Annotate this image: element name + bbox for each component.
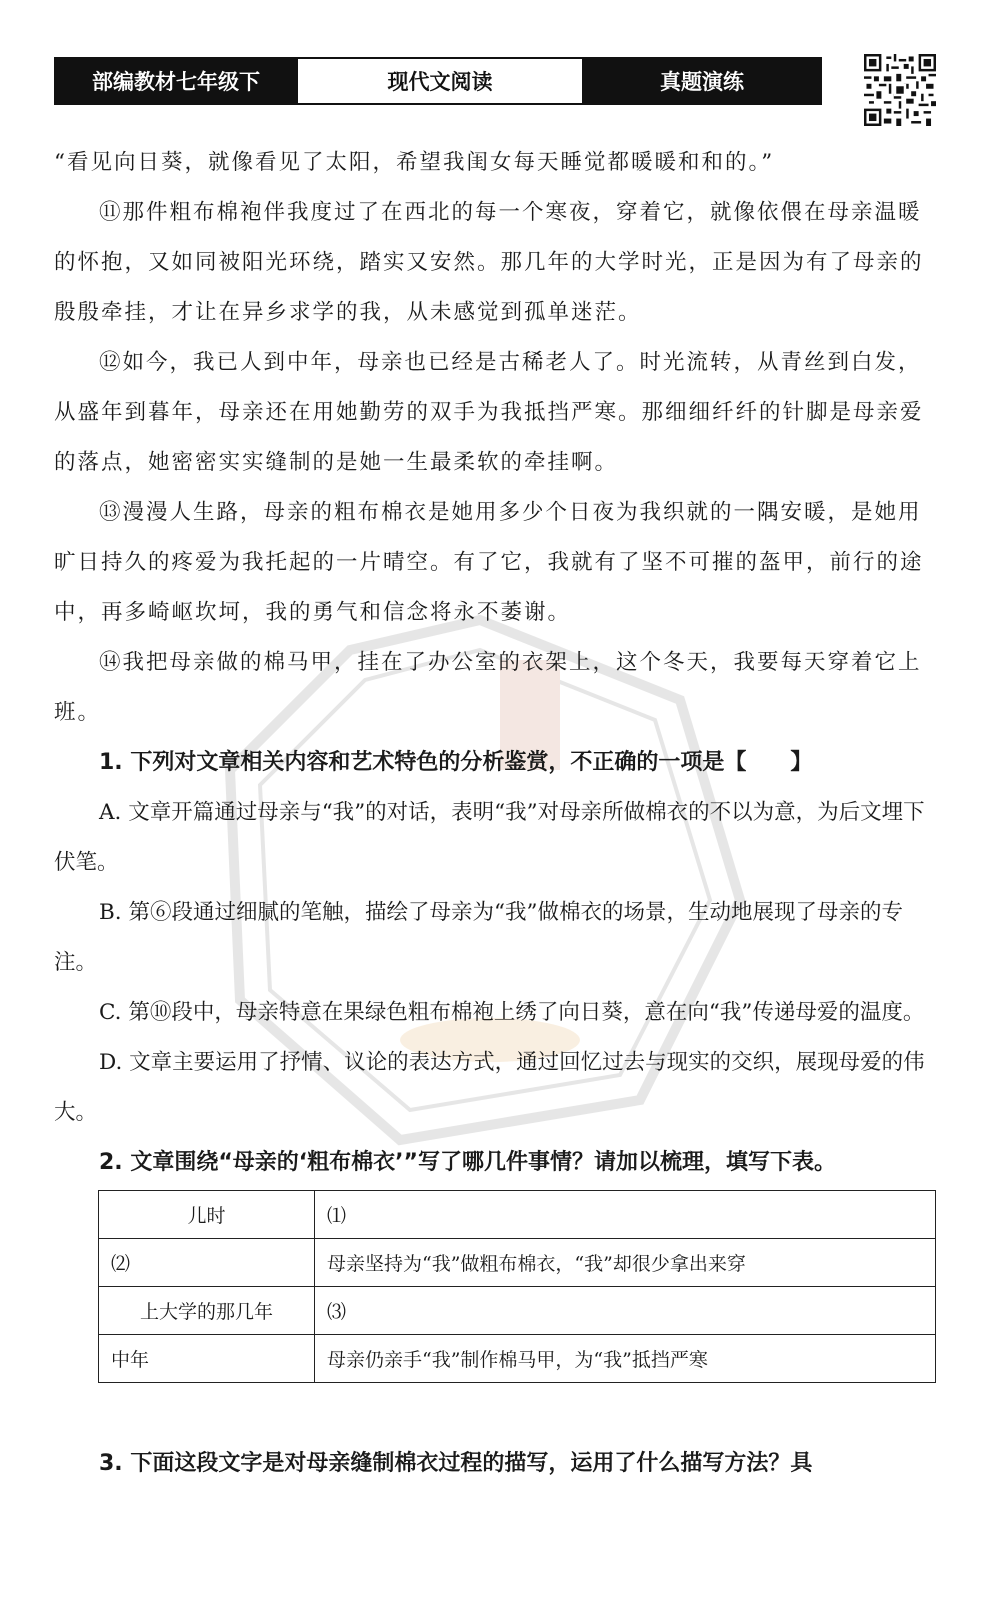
- paragraph-12: ⑫如今，我已人到中年，母亲也已经是古稀老人了。时光流转，从青丝到白发，从盛年到暮年，母亲还在用她勤劳的双手为我抵挡严寒。那细细纤纤的针脚是母亲爱的落点，她密密实实缝制的是她一生最柔软的牵挂啊。: [54, 350, 924, 475]
- header-section-label: 真题演练: [584, 59, 820, 103]
- table-cell: 儿时: [99, 1191, 315, 1239]
- question-1-stem: 1. 下列对文章相关内容和艺术特色的分析鉴赏，不正确的一项是【 】: [99, 750, 813, 775]
- table-cell: 母亲坚持为“我”做粗布棉衣，“我”却很少拿出来穿: [315, 1239, 936, 1287]
- header-subject-label: 现代文阅读: [296, 59, 584, 103]
- question-1-option-b: B. 第⑥段通过细腻的笔触，描绘了母亲为“我”做棉衣的场景，生动地展现了母亲的专注。: [54, 900, 903, 975]
- page-header: [54, 57, 822, 105]
- question-3-stem: 3. 下面这段文字是对母亲缝制棉衣过程的描写，运用了什么描写方法？具: [99, 1451, 813, 1476]
- table-cell: 母亲仍亲手“我”制作棉马甲，为“我”抵挡严寒: [315, 1335, 936, 1383]
- table-row: [99, 1335, 936, 1383]
- table-row: [99, 1191, 936, 1239]
- paragraph-14: ⑭我把母亲做的棉马甲，挂在了办公室的衣架上，这个冬天，我要每天穿着它上班。: [54, 650, 922, 725]
- question-1-option-a: A. 文章开篇通过母亲与“我”的对话，表明“我”对母亲所做棉衣的不以为意，为后文埋下伏笔。: [54, 800, 925, 875]
- table-cell: 中年: [99, 1335, 315, 1383]
- paragraph-10-tail: “看见向日葵，就像看见了太阳，希望我闺女每天睡觉都暖暖和和的。”: [54, 150, 775, 175]
- table-cell-blank[interactable]: ⑶: [315, 1287, 936, 1335]
- question-1-option-d: D. 文章主要运用了抒情、议论的表达方式，通过回忆过去与现实的交织，展现母爱的伟大。: [54, 1050, 925, 1125]
- question-1-option-c: C. 第⑩段中，母亲特意在果绿色粗布棉袍上绣了向日葵，意在向“我”传递母爱的温度。: [99, 1000, 925, 1025]
- header-grade-label: 部编教材七年级下: [56, 59, 296, 103]
- table-cell-blank[interactable]: ⑴: [315, 1191, 936, 1239]
- paragraph-13: ⑬漫漫人生路，母亲的粗布棉衣是她用多少个日夜为我织就的一隅安暖，是她用旷日持久的疼爱为我托起的一片晴空。有了它，我就有了坚不可摧的盔甲，前行的途中，再多崎岖坎坷，我的勇气和信念将永不萎谢。: [54, 500, 924, 625]
- question-2-stem: 2. 文章围绕“母亲的‘粗布棉衣’”写了哪几件事情？请加以梳理，填写下表。: [99, 1150, 836, 1175]
- paragraph-11: ⑪那件粗布棉袍伴我度过了在西北的每一个寒夜，穿着它，就像依偎在母亲温暖的怀抱，又如同被阳光环绕，踏实又安然。那几年的大学时光，正是因为有了母亲的殷殷牵挂，才让在异乡求学的我，从未感觉到孤单迷茫。: [54, 200, 924, 325]
- table-row: [99, 1239, 936, 1287]
- table-row: [99, 1287, 936, 1335]
- article-body: [54, 138, 944, 1489]
- question-2-table: [98, 1190, 936, 1383]
- table-cell: 上大学的那几年: [99, 1287, 315, 1335]
- table-cell-blank[interactable]: ⑵: [99, 1239, 315, 1287]
- qr-code-icon: [864, 54, 936, 126]
